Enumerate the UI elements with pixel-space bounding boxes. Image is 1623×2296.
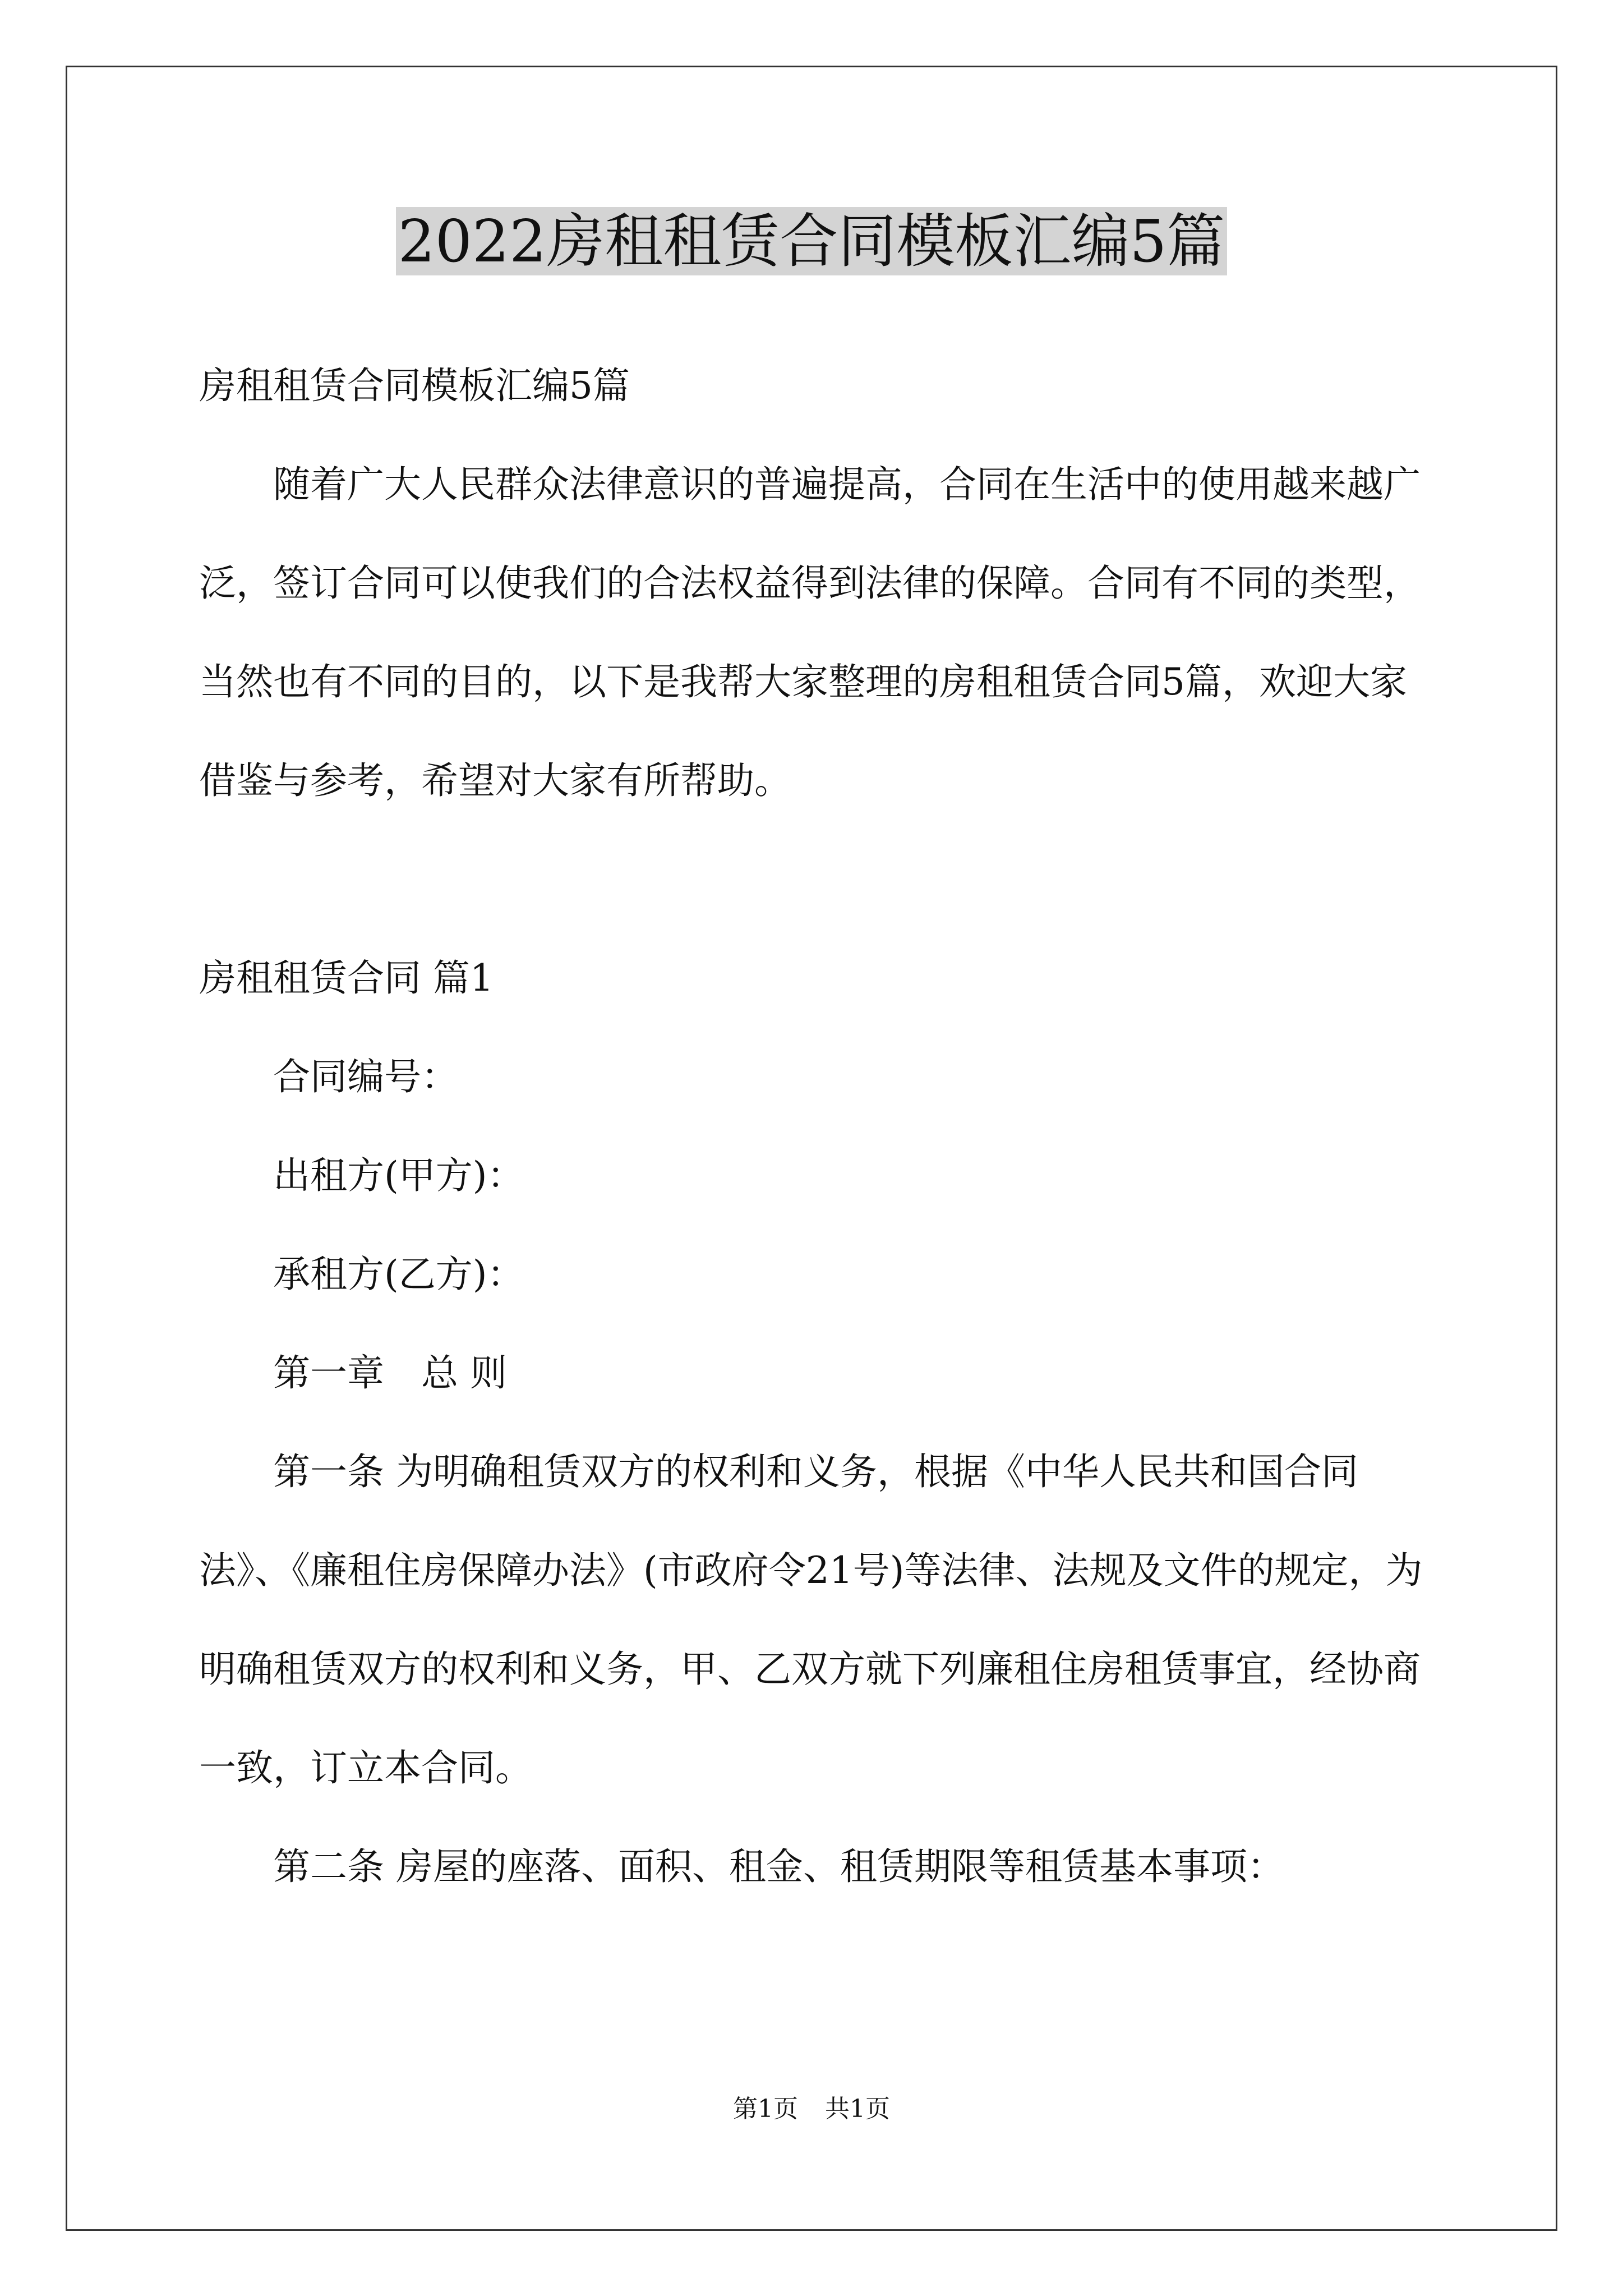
chapter-heading: 第一章 总 则	[273, 1351, 507, 1395]
lessor-field: 出租方(甲方)：	[273, 1154, 524, 1197]
contract-number-field: 合同编号：	[273, 1055, 458, 1098]
article-two: 第二条 房屋的座落、面积、租金、租赁期限等租赁基本事项：	[273, 1845, 1284, 1888]
page-total: 共1页	[825, 2095, 890, 2123]
document-body	[199, 337, 1433, 1916]
document-title-text: 2022房租租赁合同模板汇编5篇	[396, 207, 1228, 275]
article-one: 第一条 为明确租赁双方的权利和义务，根据《中华人民共和国合同法》、《廉租住房保障办法》(市政府令21号)等法律、法规及文件的规定，为明确租赁双方的权利和义务，甲、乙双方就下列廉租住房租赁事宜，经协商一致，订立本合同。	[199, 1450, 1423, 1789]
page-footer	[0, 2092, 1623, 2126]
page-current: 第1页	[733, 2095, 798, 2123]
document-title	[0, 202, 1623, 280]
intro-paragraph: 随着广大人民群众法律意识的普遍提高，合同在生活中的使用越来越广泛，签订合同可以使我们的合法权益得到法律的保障。合同有不同的类型，当然也有不同的目的，以下是我帮大家整理的房租租赁合同5篇，欢迎大家借鉴与参考，希望对大家有所帮助。	[199, 463, 1421, 802]
section-heading: 房租租赁合同 篇1	[199, 956, 494, 1000]
document-subtitle: 房租租赁合同模板汇编5篇	[199, 364, 630, 407]
lessee-field: 承租方(乙方)：	[273, 1253, 524, 1296]
